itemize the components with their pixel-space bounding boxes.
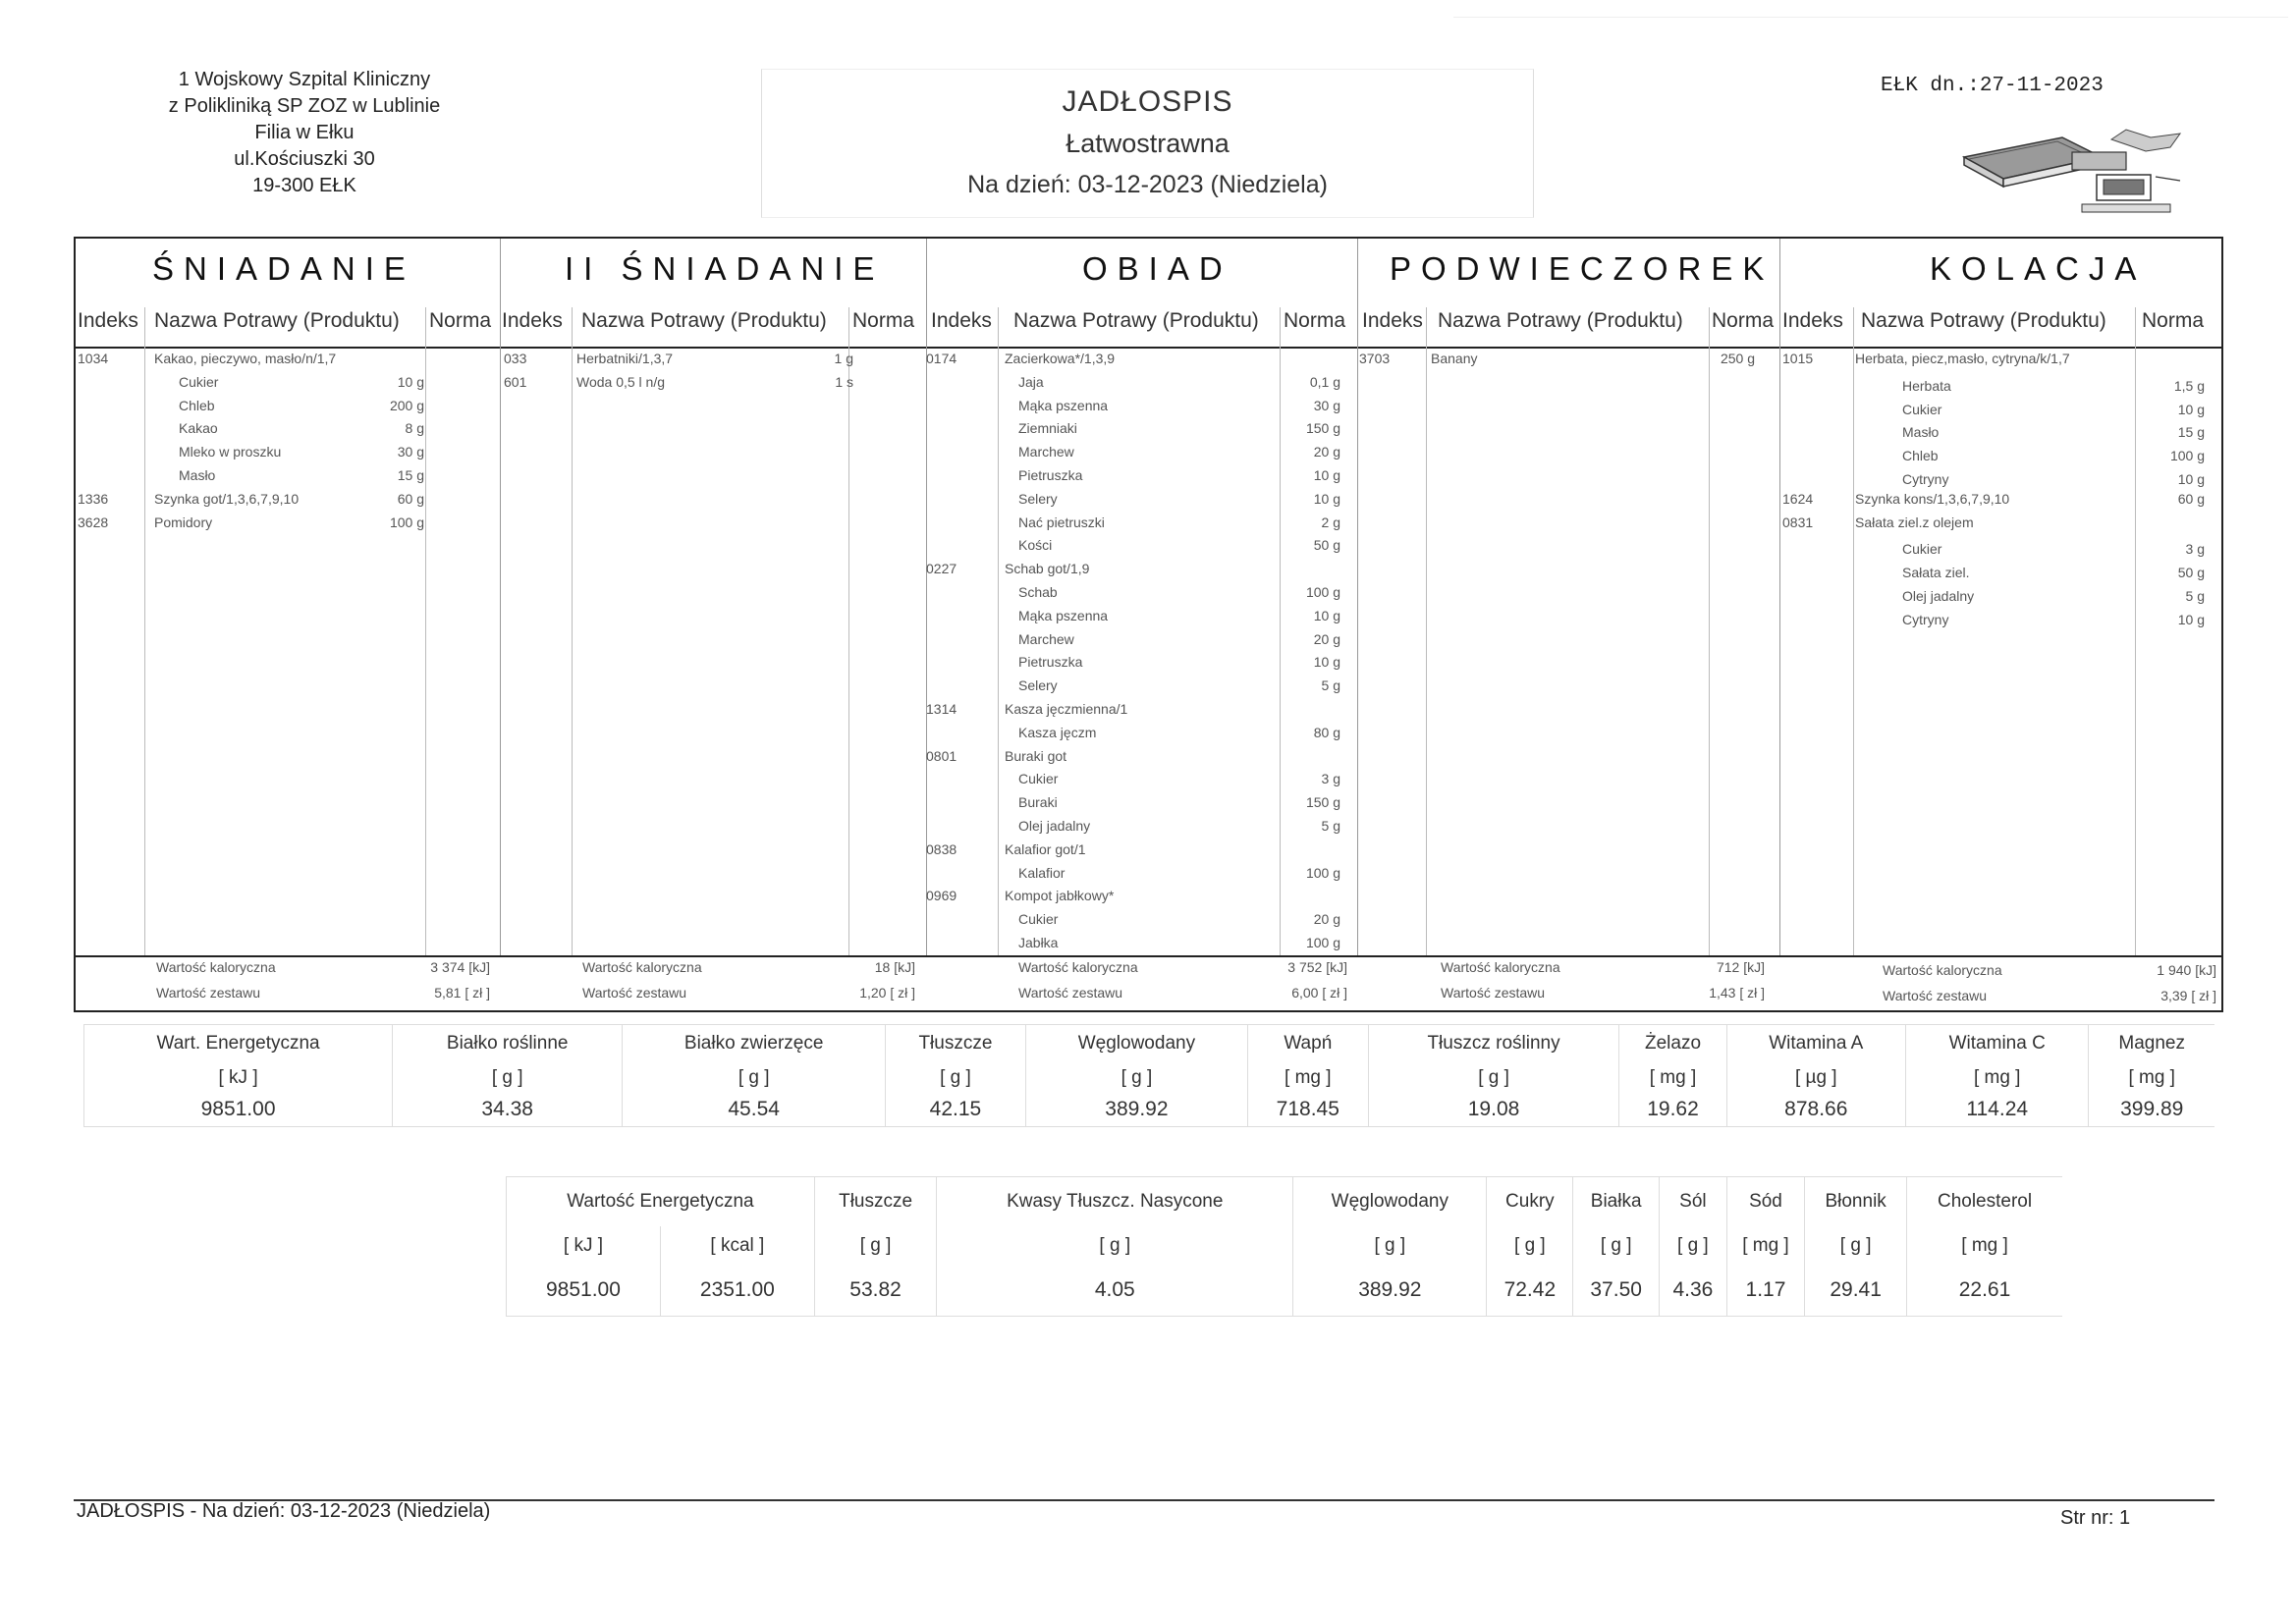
nutrient-value: 22.61 (1907, 1266, 2062, 1317)
nutrient-value: 19.08 (1368, 1094, 1619, 1127)
item-norm: 100 g (1305, 935, 1340, 950)
nutrient-value: 1.17 (1726, 1266, 1805, 1317)
ingredient-name: Cukier (1018, 771, 1059, 787)
column-separator (1853, 307, 1854, 955)
lunch-set-label: Wartość zestawu (1018, 985, 1123, 1001)
ingredient-name: Marchew (1018, 444, 1074, 460)
nutrient-name: Węglowodany (1025, 1025, 1247, 1062)
column-separator (998, 307, 999, 955)
item-index: 0801 (926, 747, 957, 764)
breakfast-set-label: Wartość zestawu (156, 985, 261, 1001)
ingredient-name: Cukier (179, 373, 219, 390)
nutrient-name: Cukry (1487, 1177, 1573, 1226)
nutrient-unit: [ mg ] (2089, 1062, 2214, 1094)
item-norm: 10 g (1313, 654, 1340, 671)
nutrient-value: 389.92 (1293, 1266, 1487, 1317)
ingredient-name: Jabłka (1018, 935, 1059, 950)
hospital-line-3: Filia w Ełku (254, 122, 355, 143)
item-norm: 1,5 g (2173, 377, 2205, 394)
dish-name: Buraki got (1005, 747, 1067, 764)
ingredient-name: Cukier (1902, 401, 1942, 417)
ingredient-name: Schab (1018, 584, 1058, 600)
item-norm: 50 g (2177, 565, 2205, 581)
item-index: 0838 (926, 840, 957, 857)
ingredient-name: Jaja (1018, 373, 1044, 390)
nutrient-name: Białka (1573, 1177, 1660, 1226)
second-breakfast-calorific-label: Wartość kaloryczna (582, 959, 702, 975)
menu-date: Na dzień: 03-12-2023 (Niedziela) (967, 171, 1328, 198)
item-norm: 20 g (1313, 630, 1340, 647)
ingredient-name: Ziemniaki (1018, 420, 1077, 437)
ingredient-name: Kalafior (1018, 864, 1066, 881)
column-separator (572, 307, 573, 955)
meal-title-lunch: OBIAD (1082, 250, 1232, 287)
snack-calorific-label: Wartość kaloryczna (1441, 959, 1560, 975)
ingredient-name: Kakao (179, 420, 218, 437)
item-norm: 250 g (1720, 351, 1755, 366)
item-norm: 50 g (1313, 537, 1340, 554)
ingredient-name: Cytryny (1902, 471, 1949, 487)
col-name-second-breakfast: Nazwa Potrawy (Produktu) (581, 309, 827, 332)
nutrient-name: Witamina A (1726, 1025, 1905, 1062)
ingredient-name: Cukier (1018, 911, 1059, 928)
item-index: 0831 (1782, 514, 1814, 530)
lunch-set-value: 6,00 [ zł ] (1291, 985, 1347, 1001)
nutrition-summary-table (83, 1024, 2214, 1127)
ingredient-name: Kości (1018, 537, 1053, 554)
lunch-calorific-value: 3 752 [kJ] (1287, 959, 1347, 975)
nutrient-value: 718.45 (1248, 1094, 1369, 1127)
ingredient-name: Marchew (1018, 630, 1074, 647)
ingredient-name: Olej jadalny (1902, 588, 1975, 604)
nutrient-name: Żelazo (1619, 1025, 1726, 1062)
col-norm-second-breakfast: Norma (852, 309, 915, 332)
hospital-line-2: z Polikliniką SP ZOZ w Lublinie (168, 95, 441, 117)
item-norm: 100 g (1305, 584, 1340, 600)
summary-rule (76, 955, 2221, 957)
nutrient-name: Wapń (1248, 1025, 1369, 1062)
second-breakfast-set-value: 1,20 [ zł ] (859, 985, 915, 1001)
item-index: 1624 (1782, 490, 1814, 507)
ingredient-name: Mleko w proszku (179, 444, 282, 460)
item-index: 601 (504, 373, 527, 390)
ingredient-name: Sałata ziel. (1902, 565, 1970, 581)
footer-date-label: JADŁOSPIS - Na dzień: 03-12-2023 (Niedziela) (77, 1500, 491, 1522)
item-index: 1015 (1782, 351, 1814, 366)
hospital-address (118, 67, 491, 199)
item-norm: 20 g (1313, 444, 1340, 460)
nutrient-name: Witamina C (1906, 1025, 2089, 1062)
item-norm: 60 g (2177, 490, 2205, 507)
nutrient-unit: [ g ] (1573, 1226, 1660, 1266)
nutrient-value: 53.82 (814, 1266, 937, 1317)
item-norm: 10 g (2177, 401, 2205, 417)
ingredient-name: Pietruszka (1018, 654, 1083, 671)
dish-name: Szynka got/1,3,6,7,9,10 (154, 490, 300, 507)
col-name-supper: Nazwa Potrawy (Produktu) (1861, 309, 2106, 332)
nutrient-name: Sód (1726, 1177, 1805, 1226)
item-index: 3628 (78, 514, 109, 530)
energy-value: 9851.00 (507, 1266, 661, 1317)
item-norm: 30 g (397, 444, 424, 460)
nutrient-name: Magnez (2089, 1025, 2214, 1062)
nutrient-unit: [ g ] (937, 1226, 1293, 1266)
nutrient-unit: [ mg ] (1248, 1062, 1369, 1094)
breakfast-calorific-label: Wartość kaloryczna (156, 959, 276, 975)
snack-set-value: 1,43 [ zł ] (1709, 985, 1765, 1001)
item-index: 1336 (78, 490, 109, 507)
meal-separator (1779, 239, 1780, 955)
item-norm: 100 g (2169, 448, 2205, 464)
breakfast-calorific-value: 3 374 [kJ] (430, 959, 490, 975)
snack-calorific-value: 712 [kJ] (1716, 959, 1765, 975)
nutrient-name: Wart. Energetyczna (84, 1025, 393, 1062)
item-norm: 3 g (2185, 541, 2205, 558)
document-title-block (761, 69, 1534, 218)
nutrient-unit: [ g ] (1805, 1226, 1907, 1266)
energy-unit: [ kJ ] (507, 1226, 661, 1266)
menu-table (74, 237, 2223, 1012)
nutrient-unit: [ g ] (1368, 1062, 1619, 1094)
nutrient-unit: [ mg ] (1619, 1062, 1726, 1094)
ingredient-name: Kasza jęczm (1018, 724, 1097, 740)
column-separator (1426, 307, 1427, 955)
nutrient-value: 42.15 (886, 1094, 1026, 1127)
nutrition-label-table (506, 1176, 2062, 1317)
col-index-supper: Indeks (1782, 309, 1843, 332)
item-norm: 80 g (1313, 724, 1340, 740)
nutrient-unit: [ g ] (393, 1062, 623, 1094)
nutrient-name: Błonnik (1805, 1177, 1907, 1226)
col-norm-lunch: Norma (1284, 309, 1346, 332)
col-name-lunch: Nazwa Potrawy (Produktu) (1013, 309, 1259, 332)
item-index: 1034 (78, 351, 109, 366)
nutrient-value: 389.92 (1025, 1094, 1247, 1127)
nutrient-value: 37.50 (1573, 1266, 1660, 1317)
dish-name: Herbatniki/1,3,7 (576, 351, 674, 366)
meal-title-supper: KOLACJA (1930, 250, 2147, 287)
energy-value: 2351.00 (660, 1266, 814, 1317)
nutrient-value: 72.42 (1487, 1266, 1573, 1317)
dish-name: Pomidory (154, 514, 213, 530)
ingredient-name: Masło (179, 467, 216, 483)
col-name-snack: Nazwa Potrawy (Produktu) (1438, 309, 1683, 332)
energy-unit: [ kcal ] (660, 1226, 814, 1266)
item-index: 0174 (926, 351, 957, 366)
col-norm-breakfast: Norma (429, 309, 492, 332)
nutrient-name: Kwasy Tłuszcz. Nasycone (937, 1177, 1293, 1226)
item-norm: 5 g (1321, 677, 1340, 694)
nutrient-value: 34.38 (393, 1094, 623, 1127)
meal-separator (500, 239, 501, 955)
ingredient-name: Pietruszka (1018, 467, 1083, 483)
item-norm: 1 s (835, 373, 853, 390)
item-norm: 5 g (2185, 588, 2205, 604)
nutrient-unit: [ g ] (814, 1226, 937, 1266)
nutrient-unit: [ g ] (886, 1062, 1026, 1094)
ingredient-name: Chleb (1902, 448, 1939, 464)
diet-name: Łatwostrawna (1066, 129, 1230, 158)
nutrient-unit: [ µg ] (1726, 1062, 1905, 1094)
supper-calorific-value: 1 940 [kJ] (2157, 962, 2216, 978)
nutrient-name: Tłuszcze (886, 1025, 1026, 1062)
item-index: 3703 (1359, 351, 1391, 366)
col-name-breakfast: Nazwa Potrawy (Produktu) (154, 309, 400, 332)
item-norm: 15 g (397, 467, 424, 483)
item-norm: 5 g (1321, 818, 1340, 834)
nutrient-unit: [ g ] (1025, 1062, 1247, 1094)
meal-title-second-breakfast: II ŚNIADANIE (565, 250, 885, 287)
dish-name: Zacierkowa*/1,3,9 (1005, 351, 1116, 366)
meal-title-snack: PODWIECZOREK (1390, 250, 1775, 287)
item-norm: 2 g (1321, 514, 1340, 530)
hospital-line-4: ul.Kościuszki 30 (234, 148, 375, 170)
issue-date: EŁK dn.:27-11-2023 (1881, 75, 2104, 97)
dish-name: Banany (1431, 351, 1478, 366)
dish-name: Kakao, pieczywo, masło/n/1,7 (154, 351, 337, 366)
item-norm: 10 g (1313, 607, 1340, 623)
nutrient-unit: [ mg ] (1726, 1226, 1805, 1266)
column-separator (425, 307, 426, 955)
item-index: 1314 (926, 701, 957, 717)
nutrient-value: 4.05 (937, 1266, 1293, 1317)
dish-name: Szynka kons/1,3,6,7,9,10 (1855, 490, 2010, 507)
dish-name: Schab got/1,9 (1005, 561, 1090, 577)
nutrient-unit: [ g ] (1660, 1226, 1727, 1266)
item-norm: 10 g (1313, 490, 1340, 507)
item-norm: 20 g (1313, 911, 1340, 928)
document-title: JADŁOSPIS (1062, 85, 1233, 118)
item-norm: 100 g (389, 514, 424, 530)
nutrient-name: Białko roślinne (393, 1025, 623, 1062)
nutrient-value: 399.89 (2089, 1094, 2214, 1127)
nutrient-value: 114.24 (1906, 1094, 2089, 1127)
dish-name: Kasza jęczmienna/1 (1005, 701, 1128, 717)
col-index-snack: Indeks (1362, 309, 1423, 332)
ingredient-name: Chleb (179, 397, 215, 413)
item-norm: 150 g (1305, 420, 1340, 437)
item-norm: 60 g (397, 490, 424, 507)
item-norm: 10 g (2177, 611, 2205, 627)
ingredient-name: Mąka pszenna (1018, 397, 1109, 413)
ingredient-name: Selery (1018, 677, 1058, 694)
nutrient-unit: [ g ] (623, 1062, 886, 1094)
item-norm: 10 g (1313, 467, 1340, 483)
nutrient-name: Białko zwierzęce (623, 1025, 886, 1062)
item-norm: 1 g (834, 351, 853, 366)
header-rule (76, 347, 2221, 349)
item-index: 0227 (926, 561, 957, 577)
page-number: Str nr: 1 (2060, 1507, 2131, 1529)
dish-name: Kalafior got/1 (1005, 840, 1086, 857)
ingredient-name: Masło (1902, 424, 1940, 441)
meal-title-breakfast: ŚNIADANIE (152, 250, 415, 287)
second-breakfast-set-label: Wartość zestawu (582, 985, 687, 1001)
nutrient-unit: [ mg ] (1906, 1062, 2089, 1094)
nutrient-value: 29.41 (1805, 1266, 1907, 1317)
col-norm-supper: Norma (2142, 309, 2205, 332)
lunch-calorific-label: Wartość kaloryczna (1018, 959, 1138, 975)
item-norm: 100 g (1305, 864, 1340, 881)
ingredient-name: Olej jadalny (1018, 818, 1091, 834)
item-norm: 30 g (1313, 397, 1340, 413)
supper-calorific-label: Wartość kaloryczna (1883, 962, 2002, 978)
hospital-line-1: 1 Wojskowy Szpital Kliniczny (178, 69, 431, 90)
nutrient-value: 878.66 (1726, 1094, 1905, 1127)
nutrient-name: Sól (1660, 1177, 1727, 1226)
dish-name: Woda 0,5 l n/g (576, 373, 666, 390)
item-norm: 8 g (405, 420, 424, 437)
ingredient-name: Cytryny (1902, 611, 1949, 627)
nutrient-unit: [ g ] (1293, 1226, 1487, 1266)
scan-edge-line (1453, 17, 2288, 18)
nutrient-name: Tłuszcz roślinny (1368, 1025, 1619, 1062)
dish-name: Kompot jabłkowy* (1005, 888, 1115, 904)
supper-set-label: Wartość zestawu (1883, 988, 1988, 1003)
column-separator (1709, 307, 1710, 955)
col-index-breakfast: Indeks (78, 309, 138, 332)
nutrient-unit: [ mg ] (1907, 1226, 2062, 1266)
nutrient-unit: [ kJ ] (84, 1062, 393, 1094)
column-separator (144, 307, 145, 955)
book-computer-logo (1954, 118, 2190, 226)
col-index-second-breakfast: Indeks (502, 309, 563, 332)
item-norm: 3 g (1321, 771, 1340, 787)
ingredient-name: Selery (1018, 490, 1058, 507)
nutrient-value: 19.62 (1619, 1094, 1726, 1127)
nutrient-value: 4.36 (1660, 1266, 1727, 1317)
item-norm: 0,1 g (1309, 373, 1340, 390)
nutrient-name: Tłuszcze (814, 1177, 937, 1226)
ingredient-name: Nać pietruszki (1018, 514, 1105, 530)
item-index: 0969 (926, 888, 957, 904)
nutrient-name: Cholesterol (1907, 1177, 2062, 1226)
hospital-line-5: 19-300 EŁK (252, 175, 356, 196)
dish-name: Herbata, piecz,masło, cytryna/k/1,7 (1855, 351, 2070, 366)
nutrient-name: Węglowodany (1293, 1177, 1487, 1226)
breakfast-set-value: 5,81 [ zł ] (434, 985, 490, 1001)
item-norm: 10 g (2177, 471, 2205, 487)
snack-set-label: Wartość zestawu (1441, 985, 1546, 1001)
ingredient-name: Cukier (1902, 541, 1942, 558)
ingredient-name: Mąka pszenna (1018, 607, 1109, 623)
dish-name: Sałata ziel.z olejem (1855, 514, 1974, 530)
item-index: 033 (504, 351, 527, 366)
column-separator (848, 307, 849, 955)
item-norm: 15 g (2177, 424, 2205, 441)
second-breakfast-calorific-value: 18 [kJ] (874, 959, 915, 975)
col-index-lunch: Indeks (931, 309, 992, 332)
nutrient-value: 45.54 (623, 1094, 886, 1127)
item-norm: 150 g (1305, 794, 1340, 811)
supper-set-value: 3,39 [ zł ] (2160, 988, 2216, 1003)
item-norm: 10 g (397, 373, 424, 390)
ingredient-name: Buraki (1018, 794, 1058, 811)
meal-separator (1357, 239, 1358, 955)
col-norm-snack: Norma (1712, 309, 1775, 332)
nutrient-unit: [ g ] (1487, 1226, 1573, 1266)
ingredient-name: Herbata (1902, 377, 1951, 394)
item-norm: 200 g (389, 397, 424, 413)
energy-header: Wartość Energetyczna (507, 1177, 815, 1226)
nutrient-value: 9851.00 (84, 1094, 393, 1127)
